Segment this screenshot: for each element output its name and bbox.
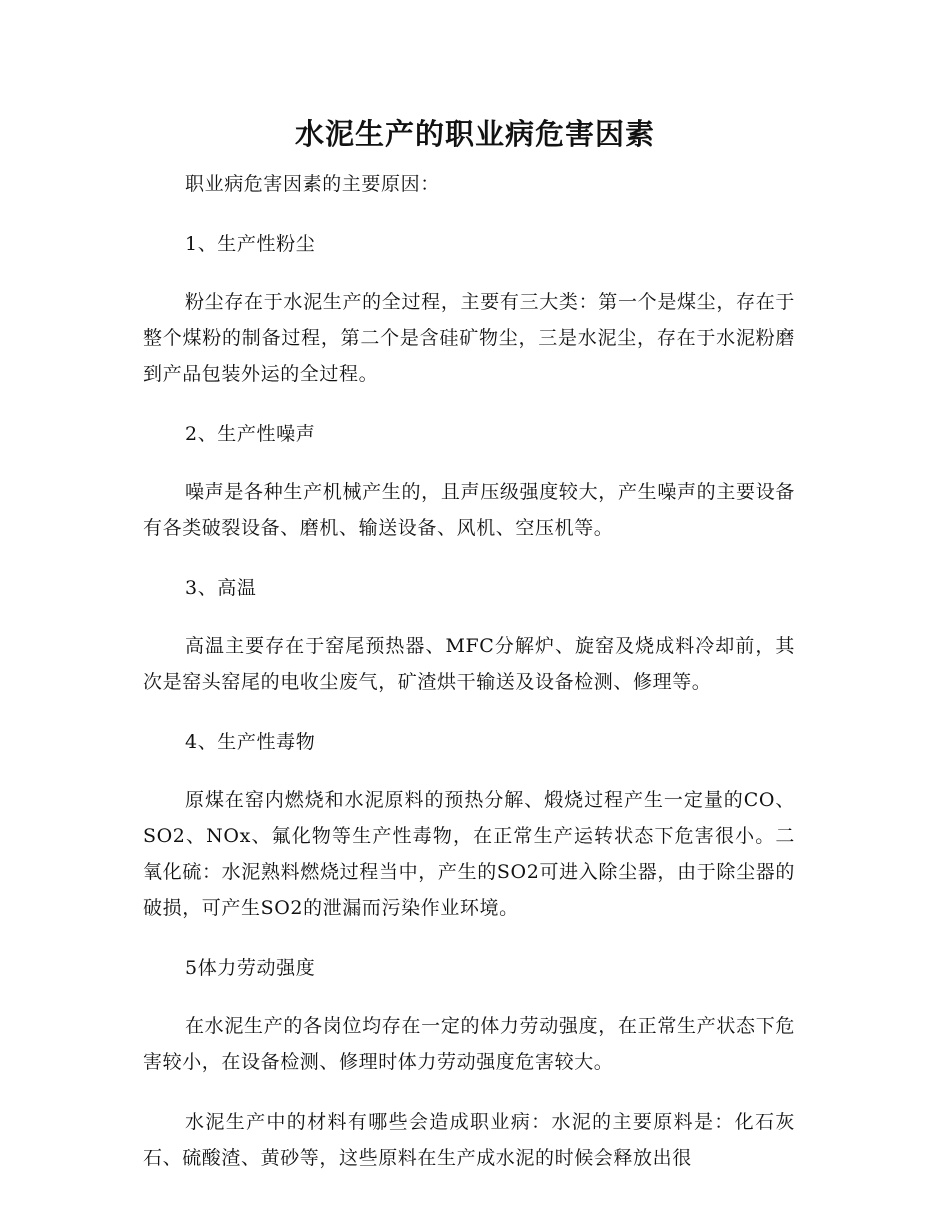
section-heading-toxins: 4、生产性毒物 (185, 731, 316, 753)
intro-paragraph: 职业病危害因素的主要原因： (185, 173, 440, 195)
section-heading-heat: 3、高温 (185, 577, 257, 599)
section-heading-dust: 1、生产性粉尘 (185, 233, 316, 255)
paragraph-materials: 水泥生产中的材料有哪些会造成职业病：水泥的主要原料是：化石灰石、硫酸渣、黄砂等，这些原料在生产成水泥的时候会释放出很 (143, 1111, 795, 1169)
paragraph-heat: 高温主要存在于窑尾预热器、MFC分解炉、旋窑及烧成料冷却前，其次是窑头窑尾的电收尘废气，矿渣烘干输送及设备检测、修理等。 (143, 635, 795, 693)
paragraph-dust: 粉尘存在于水泥生产的全过程，主要有三大类：第一个是煤尘，存在于整个煤粉的制备过程，第二个是含硅矿物尘，三是水泥尘，存在于水泥粉磨到产品包装外运的全过程。 (143, 291, 795, 385)
document-title: 水泥生产的职业病危害因素 (294, 117, 655, 151)
paragraph-noise: 噪声是各种生产机械产生的，且声压级强度较大，产生噪声的主要设备有各类破裂设备、磨机、输送设备、风机、空压机等。 (143, 481, 795, 539)
paragraph-toxins: 原煤在窑内燃烧和水泥原料的预热分解、煅烧过程产生一定量的CO、SO2、NOx、氟化物等生产性毒物，在正常生产运转状态下危害很小。二氧化硫：水泥熟料燃烧过程当中，产生的SO2可进入除尘器，由于除尘器的破损，可产生SO2的泄漏而污染作业环境。 (143, 789, 795, 919)
section-heading-noise: 2、生产性噪声 (185, 423, 316, 445)
document-body (143, 166, 795, 1200)
section-heading-labor: 5体力劳动强度 (185, 957, 316, 979)
paragraph-labor: 在水泥生产的各岗位均存在一定的体力劳动强度，在正常生产状态下危害较小，在设备检测、修理时体力劳动强度危害较大。 (143, 1015, 795, 1073)
